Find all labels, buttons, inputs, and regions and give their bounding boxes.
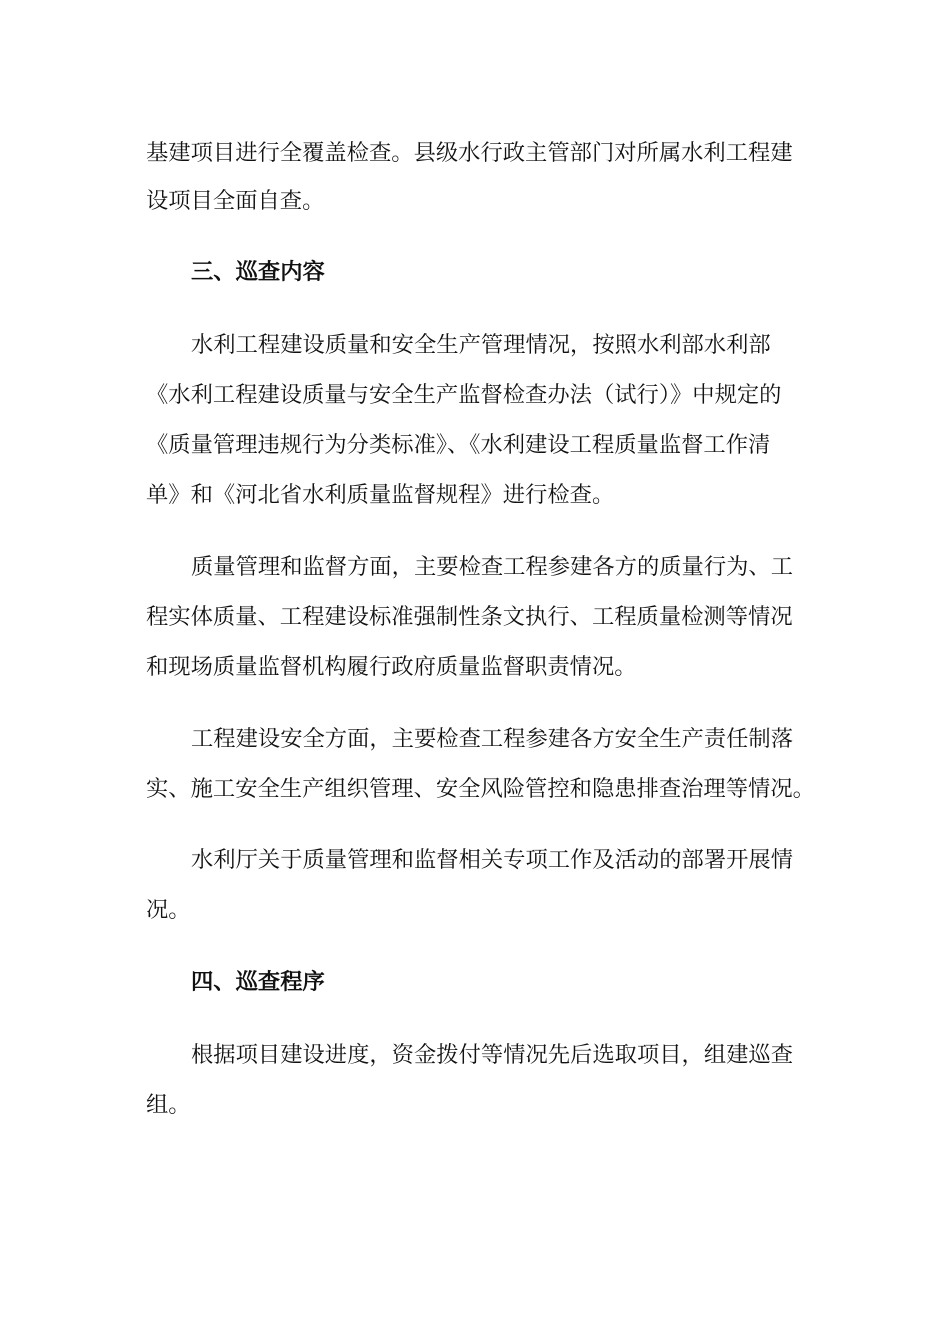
paragraph-line: 组。	[146, 1092, 191, 1118]
paragraph-line: 《质量管理违规行为分类标准》、《水利建设工程质量监督工作清	[146, 432, 771, 458]
paragraph-line: 程实体质量、工程建设标准强制性条文执行、工程质量检测等情况	[146, 604, 793, 630]
paragraph-line: 根据项目建设进度，资金拨付等情况先后选取项目，组建巡查	[191, 1042, 794, 1068]
paragraph-line: 设项目全面自查。	[146, 188, 325, 214]
paragraph-line: 工程建设安全方面，主要检查工程参建各方安全生产责任制落	[191, 726, 794, 752]
paragraph-line: 质量管理和监督方面，主要检查工程参建各方的质量行为、工	[191, 554, 794, 580]
section-heading-content: 三、巡查内容	[191, 259, 325, 285]
paragraph-line: 《水利工程建设质量与安全生产监督检查办法（试行）》中规定的	[146, 382, 782, 408]
section-heading-procedure: 四、巡查程序	[191, 969, 325, 995]
paragraph-line: 和现场质量监督机构履行政府质量监督职责情况。	[146, 654, 637, 680]
paragraph-line: 基建项目进行全覆盖检查。县级水行政主管部门对所属水利工程建	[146, 140, 793, 166]
paragraph-line: 况。	[146, 897, 191, 923]
paragraph-line: 水利厅关于质量管理和监督相关专项工作及活动的部署开展情	[191, 847, 794, 873]
paragraph-line: 实、施工安全生产组织管理、安全风险管控和隐患排查治理等情况。	[146, 776, 815, 802]
paragraph-line: 水利工程建设质量和安全生产管理情况，按照水利部水利部	[191, 332, 771, 358]
paragraph-line: 单》和《河北省水利质量监督规程》进行检查。	[146, 482, 615, 508]
